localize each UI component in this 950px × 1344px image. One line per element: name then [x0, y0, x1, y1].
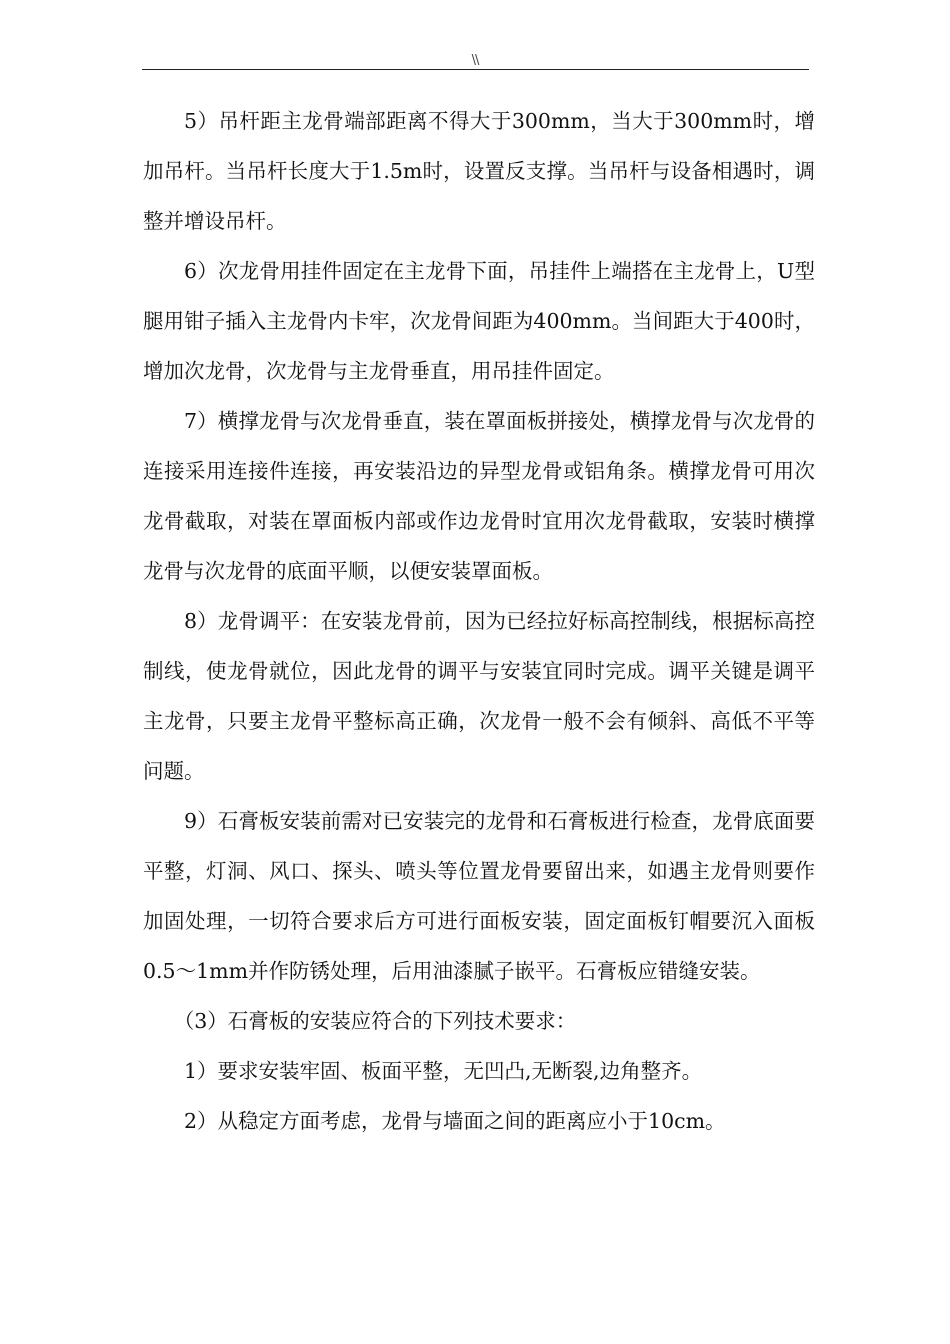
header-rule: [142, 69, 809, 70]
paragraph-item-8: 8）龙骨调平：在安装龙骨前，因为已经拉好标高控制线，根据标高控制线，使龙骨就位，因此龙骨的调平与安装宜同时完成。调平关键是调平主龙骨，只要主龙骨平整标高正确，次龙骨一般不会有倾斜、高低不平等问题。: [143, 609, 815, 783]
requirement-item-1: 1）要求安装牢固、板面平整，无凹凸,无断裂,边角整齐。: [184, 1059, 703, 1083]
header-mark: \\: [471, 53, 479, 68]
paragraph-item-9: 9）石膏板安装前需对已安装完的龙骨和石膏板进行检查，龙骨底面要平整，灯洞、风口、探头、喷头等位置龙骨要留出来，如遇主龙骨则要作加固处理，一切符合要求后方可进行面板安装，固定面板钉帽要沉入面板0.5～1mm并作防锈处理，后用油漆腻子嵌平。石膏板应错缝安装。: [143, 809, 815, 983]
paragraph-item-5: 5）吊杆距主龙骨端部距离不得大于300mm，当大于300mm时，增加吊杆。当吊杆长度大于1.5m时，设置反支撑。当吊杆与设备相遇时，调整并增设吊杆。: [143, 109, 815, 233]
paragraph-item-6: 6）次龙骨用挂件固定在主龙骨下面，吊挂件上端搭在主龙骨上，U型腿用钳子插入主龙骨内卡牢，次龙骨间距为400mm。当间距大于400时，增加次龙骨，次龙骨与主龙骨垂直，用吊挂件固定。: [143, 259, 815, 383]
requirement-item-2: 2）从稳定方面考虑，龙骨与墙面之间的距离应小于10cm。: [184, 1109, 726, 1133]
paragraph-item-7: 7）横撑龙骨与次龙骨垂直，装在罩面板拼接处，横撑龙骨与次龙骨的连接采用连接件连接，再安装沿边的异型龙骨或铝角条。横撑龙骨可用次龙骨截取，对装在罩面板内部或作边龙骨时宜用次龙骨截取，安装时横撑龙骨与次龙骨的底面平顺，以便安装罩面板。: [143, 409, 815, 583]
section-heading-3: （3）石膏板的安装应符合的下列技术要求：: [173, 1009, 577, 1033]
document-body: [143, 96, 815, 1146]
